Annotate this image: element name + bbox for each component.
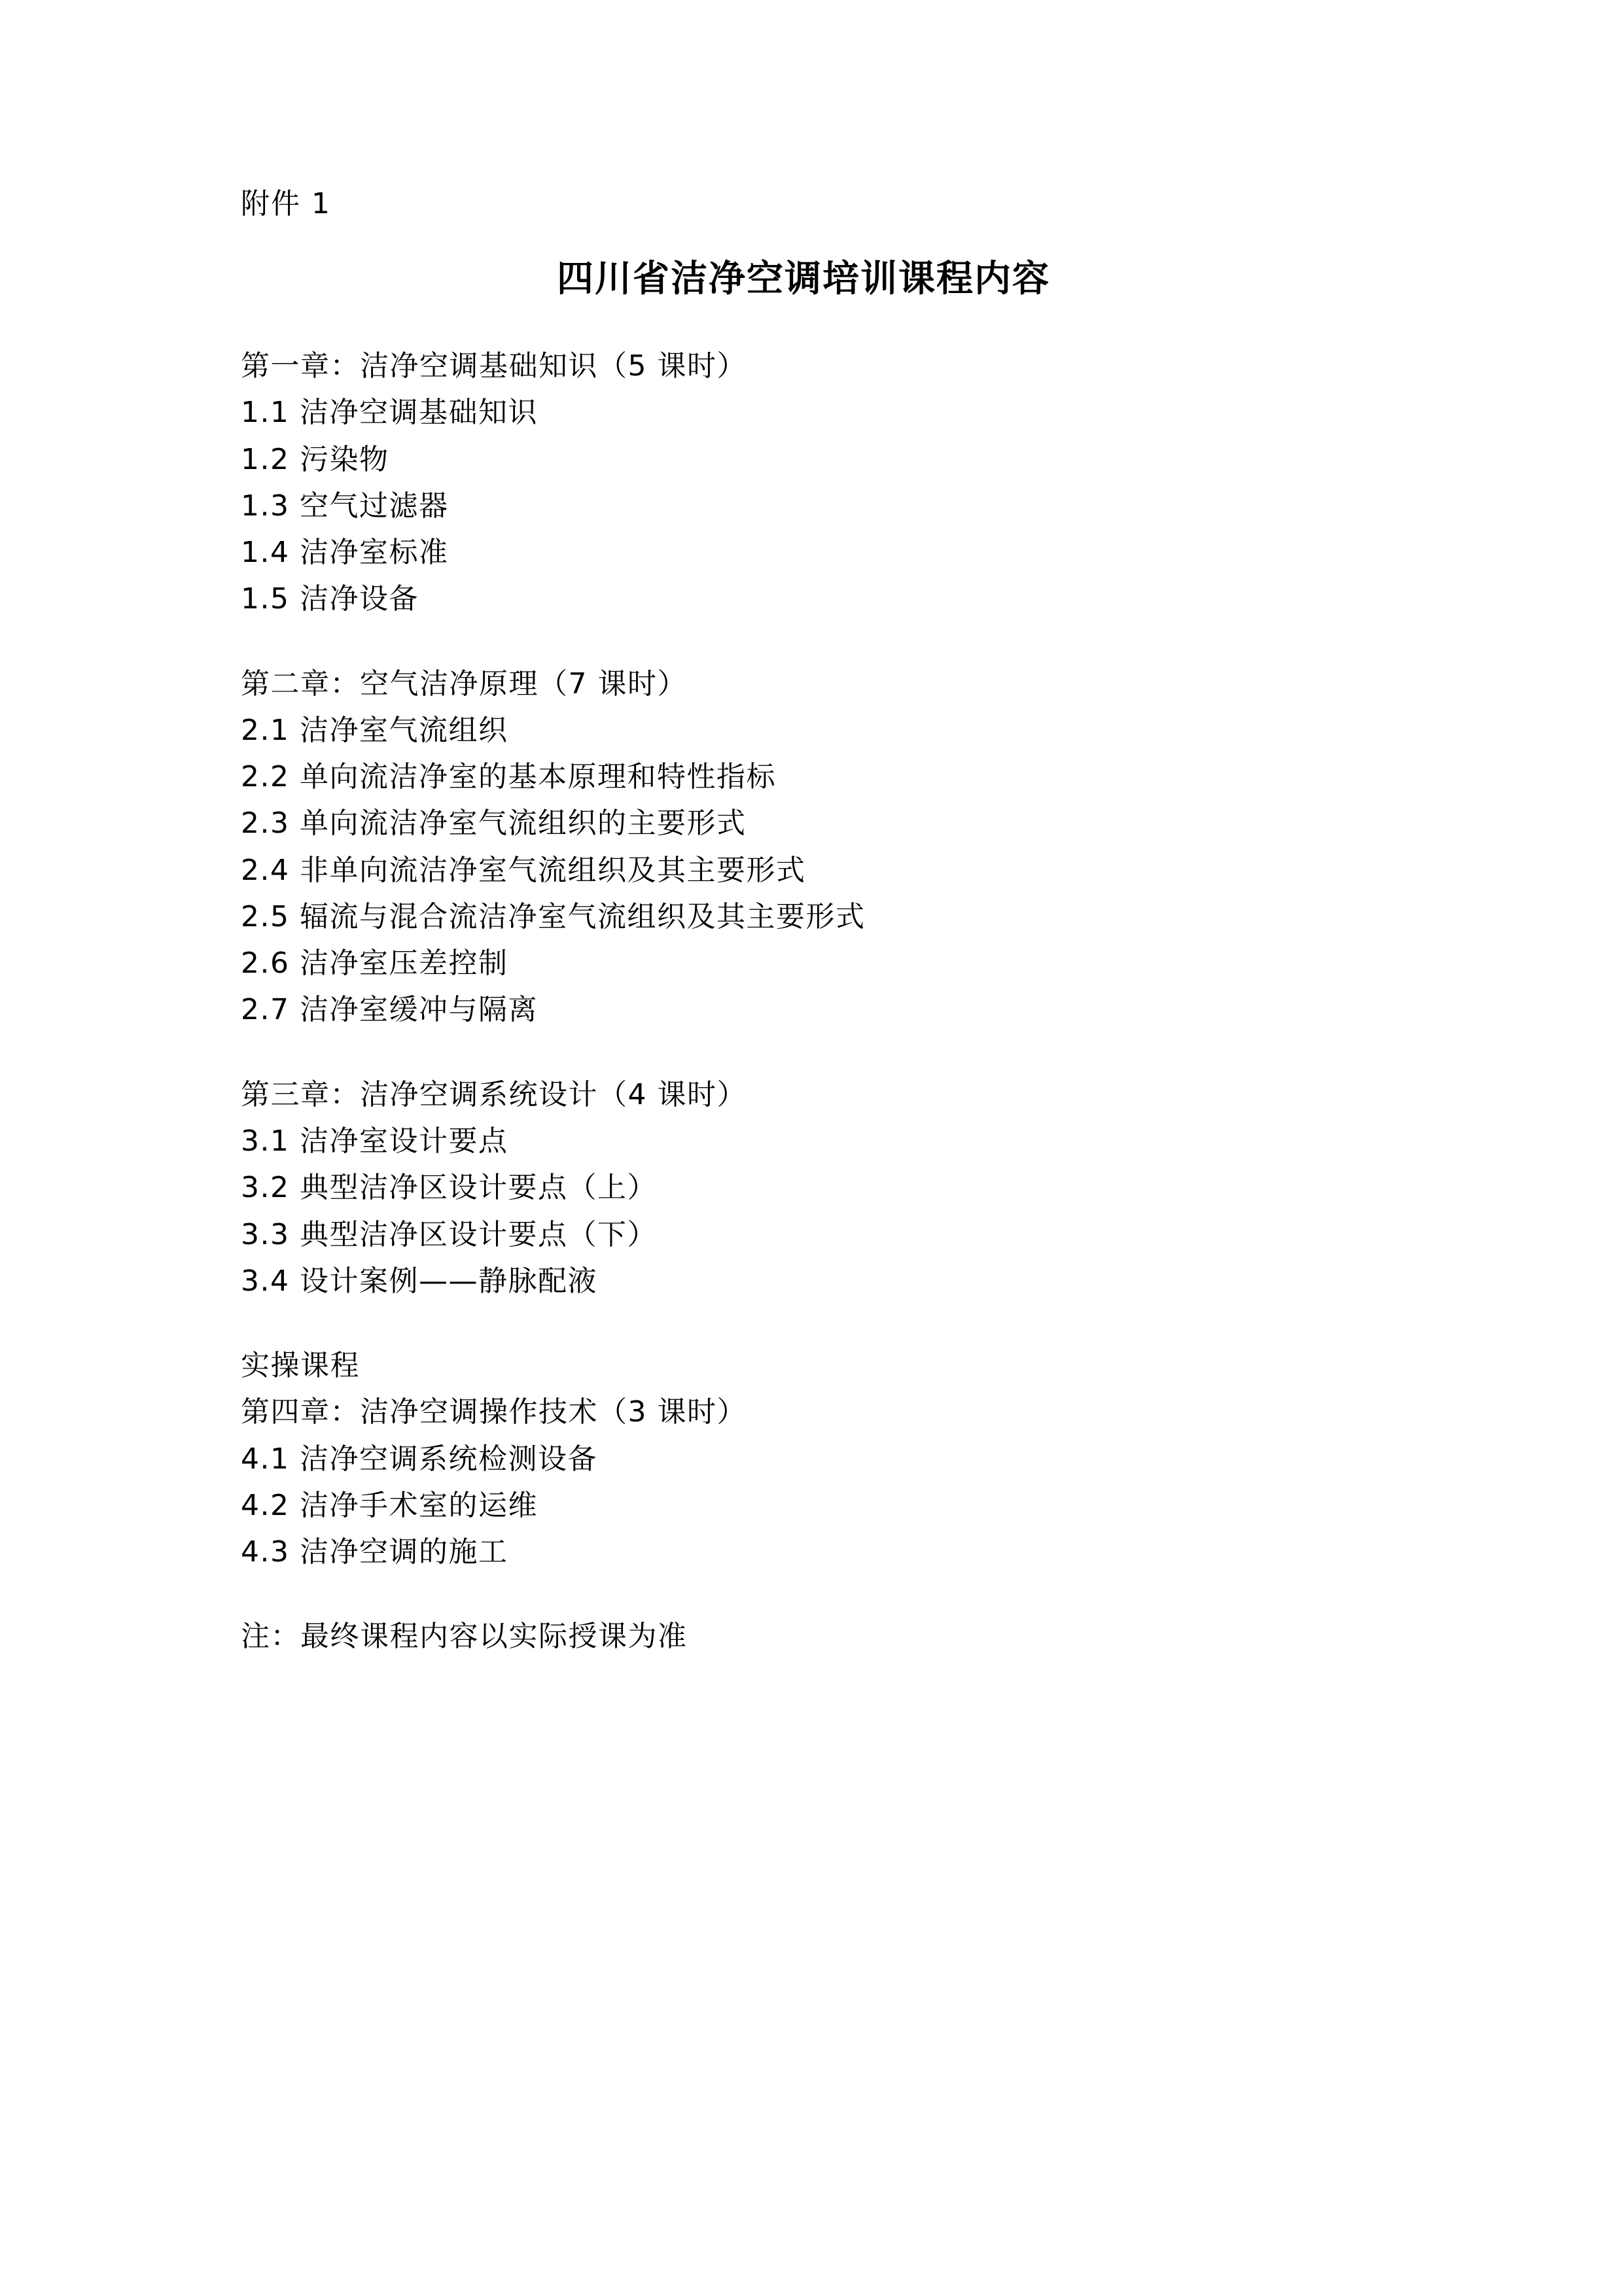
document-body	[241, 187, 1405, 1660]
chapter-item: 1.3 空气过滤器	[241, 489, 449, 523]
chapter-item: 2.1 洁净室气流组织	[241, 713, 508, 747]
chapter-item: 2.3 单向流洁净室气流组织的主要形式	[241, 807, 747, 841]
footnote: 注：最终课程内容以实际授课为准	[241, 1620, 688, 1654]
chapter-item: 4.1 洁净空调系统检测设备	[241, 1442, 597, 1476]
chapter-heading: 第二章：空气洁净原理（7 课时）	[241, 667, 687, 701]
chapter-section-4	[241, 1342, 1405, 1575]
chapter-item: 4.2 洁净手术室的运维	[241, 1488, 538, 1522]
chapter-item: 1.1 洁净空调基础知识	[241, 396, 538, 430]
practical-course-label: 实操课程	[241, 1349, 360, 1383]
chapter-section-3	[241, 1071, 1405, 1304]
chapter-item: 3.4 设计案例——静脉配液	[241, 1264, 597, 1298]
chapter-item: 2.4 非单向流洁净室气流组织及其主要形式	[241, 853, 806, 887]
chapter-item: 1.5 洁净设备	[241, 582, 419, 616]
chapter-item: 2.2 单向流洁净室的基本原理和特性指标	[241, 760, 776, 794]
chapter-item: 2.7 洁净室缓冲与隔离	[241, 993, 538, 1027]
chapter-heading: 第四章：洁净空调操作技术（3 课时）	[241, 1395, 747, 1429]
chapter-section-2	[241, 661, 1405, 1034]
chapter-item: 2.5 辐流与混合流洁净室气流组织及其主要形式	[241, 899, 866, 933]
chapter-section-1	[241, 343, 1405, 623]
chapter-item: 3.1 洁净室设计要点	[241, 1124, 508, 1158]
attachment-label: 附件 1	[241, 187, 331, 220]
chapter-item: 4.3 洁净空调的施工	[241, 1535, 508, 1569]
page-title: 四川省洁净空调培训课程内容	[557, 258, 1050, 300]
chapter-heading: 第一章：洁净空调基础知识（5 课时）	[241, 349, 747, 383]
chapter-item: 3.2 典型洁净区设计要点（上）	[241, 1171, 657, 1205]
chapter-item: 3.3 典型洁净区设计要点（下）	[241, 1217, 657, 1251]
chapter-item: 1.2 污染物	[241, 442, 389, 476]
chapter-item: 2.6 洁净室压差控制	[241, 947, 508, 981]
chapter-heading: 第三章：洁净空调系统设计（4 课时）	[241, 1077, 747, 1111]
chapter-item: 1.4 洁净室标准	[241, 536, 449, 570]
